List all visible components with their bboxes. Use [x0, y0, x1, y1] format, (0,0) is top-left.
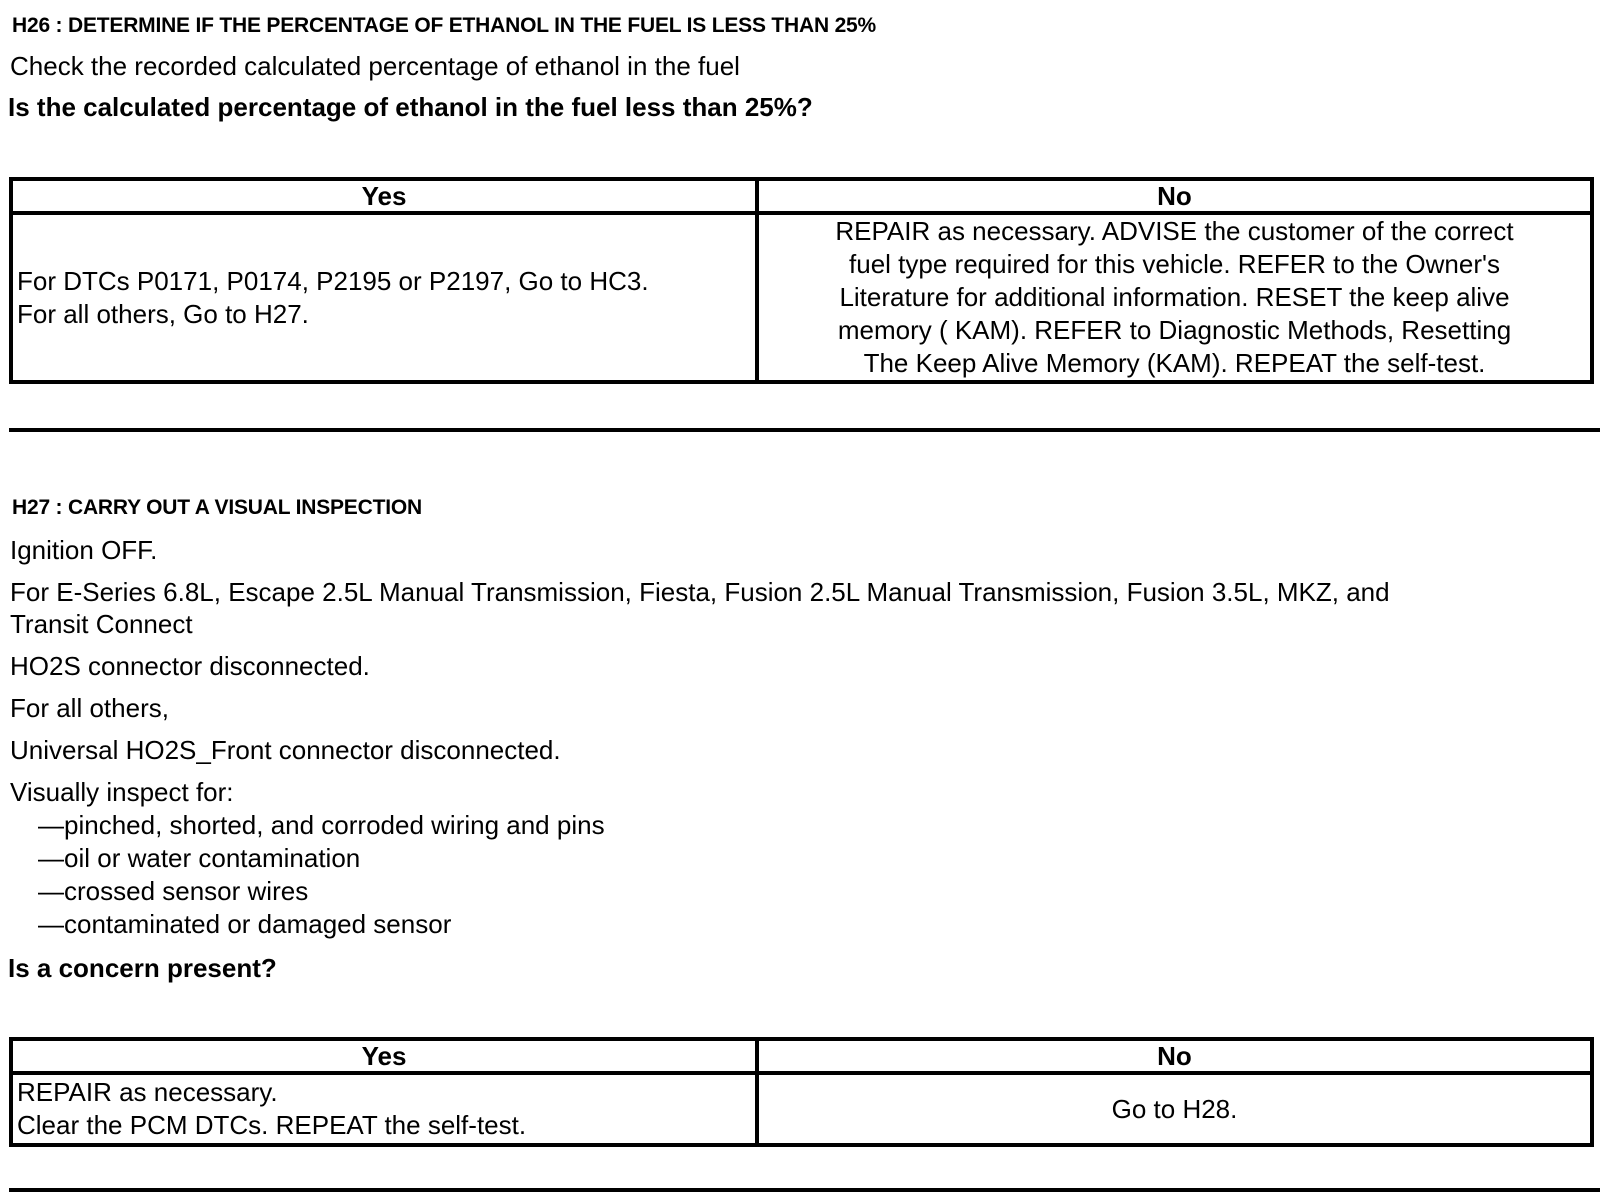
inspect-item: —oil or water contamination — [38, 843, 361, 873]
h27-yes-cell — [11, 1073, 757, 1145]
h27-step: For all others, — [10, 693, 169, 723]
h26-no-line: The Keep Alive Memory (KAM). REPEAT the self-test. — [863, 348, 1486, 378]
h27-yes-line: Clear the PCM DTCs. REPEAT the self-test. — [17, 1110, 527, 1140]
h26-answer-table — [9, 177, 1594, 384]
h27-step: Universal HO2S_Front connector disconnected. — [10, 735, 561, 765]
h27-no-cell: Go to H28. — [757, 1073, 1592, 1145]
h26-instruction: Check the recorded calculated percentage of ethanol in the fuel — [10, 51, 740, 81]
h27-step: Visually inspect for: — [10, 777, 234, 807]
h26-no-line: Literature for additional information. RESET the keep alive — [839, 282, 1510, 312]
section-divider — [9, 428, 1600, 432]
h27-answer-table — [9, 1037, 1594, 1147]
h27-step: HO2S connector disconnected. — [10, 651, 370, 681]
h27-question: Is a concern present? — [8, 953, 277, 983]
h26-yes-cell — [11, 213, 757, 382]
h26-no-line: fuel type required for this vehicle. REFER to the Owner's — [849, 249, 1500, 279]
h26-no-header: No — [757, 179, 1592, 213]
h26-yes-header: Yes — [11, 179, 757, 213]
h27-step: Ignition OFF. — [10, 535, 158, 565]
section-divider — [9, 1188, 1600, 1192]
h26-yes-line: For DTCs P0171, P0174, P2195 or P2197, Go to HC3. — [17, 265, 649, 296]
h26-no-line: memory ( KAM). REFER to Diagnostic Methods, Resetting — [837, 315, 1512, 345]
inspect-item: —crossed sensor wires — [38, 876, 309, 906]
inspect-item: —contaminated or damaged sensor — [38, 909, 452, 939]
h27-title: H27 : CARRY OUT A VISUAL INSPECTION — [12, 496, 422, 519]
h27-yes-line: REPAIR as necessary. — [17, 1077, 278, 1107]
h26-yes-line: For all others, Go to H27. — [17, 298, 309, 329]
h26-no-line: REPAIR as necessary. ADVISE the customer of the correct — [835, 216, 1514, 246]
h26-no-cell — [757, 213, 1592, 382]
h27-no-header: No — [757, 1039, 1592, 1073]
h27-step: Transit Connect — [10, 609, 193, 639]
inspect-item: —pinched, shorted, and corroded wiring and pins — [38, 810, 605, 840]
h27-yes-header: Yes — [11, 1039, 757, 1073]
h27-step: For E-Series 6.8L, Escape 2.5L Manual Transmission, Fiesta, Fusion 2.5L Manual Transmission, Fusion 3.5L, MKZ, and — [10, 577, 1390, 607]
h26-title: H26 : DETERMINE IF THE PERCENTAGE OF ETHANOL IN THE FUEL IS LESS THAN 25% — [12, 14, 876, 37]
h26-question: Is the calculated percentage of ethanol in the fuel less than 25%? — [8, 92, 813, 122]
